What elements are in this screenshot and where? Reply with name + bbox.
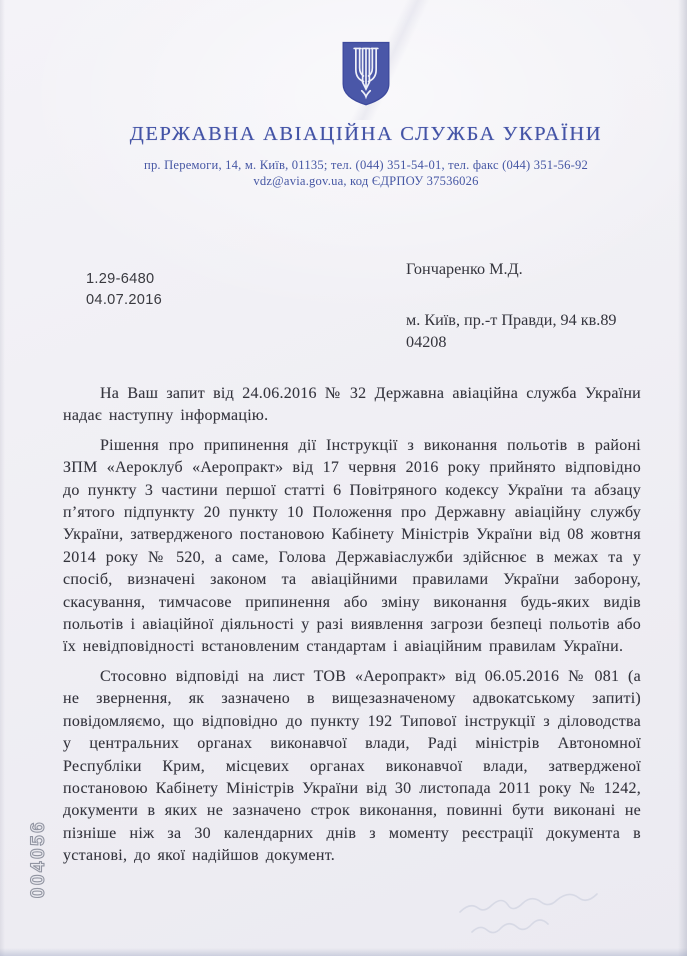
- addressee-postal-code: 04208: [406, 333, 447, 351]
- paragraph-intro: На Ваш запит від 24.06.2016 № 32 Державна авіаційна служба України надає наступну інформацію.: [63, 385, 641, 425]
- reference-block: [86, 269, 162, 311]
- reference-number: 1.29-6480: [86, 271, 155, 287]
- letter-body: [63, 383, 641, 875]
- letterhead: [46, 40, 686, 189]
- ukraine-trident-emblem: [46, 40, 686, 111]
- paragraph-response: Стосовно відповіді на лист ТОВ «Аеропракт» від 06.05.2016 № 081 (а не звернення, як зазначено в вищезазначеному адвокатському запиті) повідомляємо, що відповідно до пункту 192 Типової інструкції з діловодства у центральних органах виконавчої влади, Раді міністрів Автономної Республіки Крим, місцевих органах виконавчої влади, затвердженої постановою Кабінету Міністрів України від 30 листопада 2011 року № 1242, документи в яких не зазначено строк виконання, повинні бути виконані не пізніше ніж за 30 календарних днів з моменту реєстрації документа в установі, до якої надійшов документ.: [63, 667, 641, 865]
- letterhead-address: пр. Перемоги, 14, м. Київ, 01135; тел. (044) 351-54-01, тел. факс (044) 351-56-92: [144, 158, 588, 172]
- organization-name: ДЕРЖАВНА АВІАЦІЙНА СЛУЖБА УКРАЇНИ: [129, 123, 603, 145]
- scan-edge-left: [0, 0, 5, 956]
- reference-date: 04.07.2016: [86, 292, 163, 308]
- letterhead-contact: vdz@avia.gov.ua, код ЄДРПОУ 37536026: [253, 173, 479, 188]
- scan-edge-right: [678, 0, 687, 956]
- addressee-block: [406, 258, 617, 353]
- addressee-name: Гончаренко М.Д.: [406, 260, 523, 278]
- faint-handwriting-mark: [452, 890, 642, 950]
- document-scan-number: 004056: [28, 819, 49, 899]
- addressee-address: м. Київ, пр.-т Правди, 94 кв.89: [406, 311, 617, 329]
- scan-edge-bottom: [0, 948, 687, 956]
- paragraph-decision: Рішення про припинення дії Інструкції з виконання польотів в районі ЗПМ «Аероклуб «Аеропракт» від 17 червня 2016 року прийнято відповідно до пункту 3 частини першої статті 6 Повітряного кодексу України та абзацу п’ятого підпункту 20 пункту 10 Положення про Державну авіаційну службу України, затвердженого постановою Кабінету Міністрів України від 08 жовтня 2014 року № 520, а саме, Голова Державіаслужби здійснює в межах та у спосіб, визначені законом та авіаційними правилами України заборону, скасування, тимчасове припинення або зміну виконання будь-яких видів польотів і авіаційної діяльності у разі виявлення загрози безпеці польотів або їх невідповідності встановленим стандартам і авіаційним правилам України.: [63, 436, 641, 656]
